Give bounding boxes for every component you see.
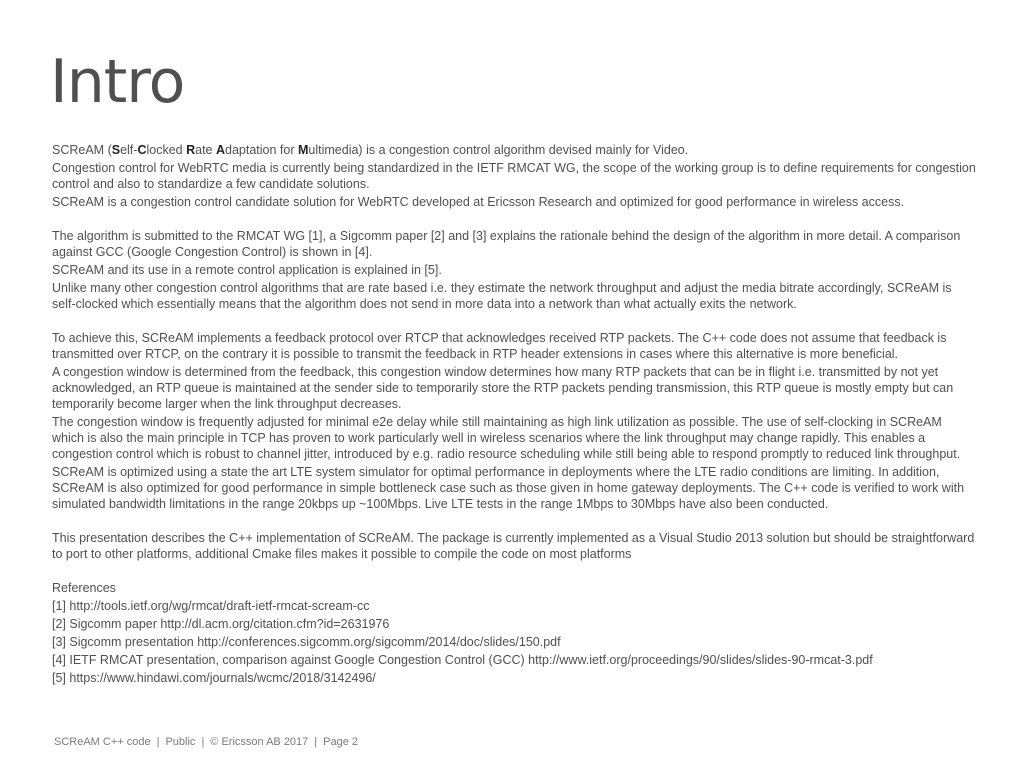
- intro-text-segment: daptation for: [225, 143, 298, 157]
- intro-text-segment: locked: [146, 143, 187, 157]
- paragraph-p7: To achieve this, SCReAM implements a feedback protocol over RTCP that acknowledges received RTP packets. The C++ code does not assume that feedback is transmitted over RTCP, on the contrary it is possible to transmit the feedback in RTP header extensions in cases where this alternative is more beneficial.: [52, 331, 947, 361]
- reference-ref3: [3] Sigcomm presentation http://conferences.sigcomm.org/sigcomm/2014/doc/slides/150.pdf: [52, 635, 561, 649]
- footer-classification: Public: [165, 736, 196, 748]
- intro-text-segment: elf-: [120, 143, 138, 157]
- acronym-letter: M: [297, 143, 309, 157]
- paragraph-p4: The algorithm is submitted to the RMCAT WG [1], a Sigcomm paper [2] and [3] explains the rationale behind the design of the algorithm in more detail. A comparison against GCC (Google Congestion Control) is shown in [4].: [52, 229, 961, 259]
- footer-copyright: © Ericsson AB 2017: [210, 736, 309, 748]
- reference-ref1: [1] http://tools.ietf.org/wg/rmcat/draft-ietf-rmcat-scream-cc: [52, 599, 370, 613]
- paragraph-p9: The congestion window is frequently adjusted for minimal e2e delay while still maintaining as high link utilization as possible. The use of self-clocking in SCReAM which is also the main principle in TCP has proven to work particularly well in wireless scenarios where the link throughput may change rapidly. This enables a congestion control which is robust to channel jitter, introduced by e.g. radio resource scheduling while still being able to respond promptly to reduced link throughput.: [52, 415, 961, 461]
- paragraph-list: [52, 160, 977, 686]
- footer-separator: |: [201, 736, 205, 748]
- intro-text-segment: SCReAM (: [52, 143, 112, 157]
- intro-paragraph: [52, 142, 977, 158]
- footer-separator: |: [314, 736, 318, 748]
- acronym-letter: A: [215, 143, 226, 157]
- acronym-letter: C: [137, 143, 147, 157]
- intro-text-segment: ate: [195, 143, 216, 157]
- reference-ref2: [2] Sigcomm paper http://dl.acm.org/citation.cfm?id=2631976: [52, 617, 390, 631]
- paragraph-p3: SCReAM is a congestion control candidate solution for WebRTC developed at Ericsson Research and optimized for good performance in wireless access.: [52, 195, 905, 209]
- footer-page-number: Page 2: [323, 736, 359, 748]
- footer-product: SCReAM C++ code: [54, 736, 151, 748]
- slide-title: Intro: [50, 47, 185, 117]
- paragraph-p11: This presentation describes the C++ implementation of SCReAM. The package is currently implemented as a Visual Studio 2013 solution but should be straightforward to port to other platforms, additional Cmake files makes it possible to compile the code on most platforms: [52, 531, 975, 561]
- footer-separator: |: [156, 736, 160, 748]
- paragraph-p8: A congestion window is determined from the feedback, this congestion window determines how many RTP packets that can be in flight i.e. transmitted by not yet acknowledged, an RTP queue is maintained at the sender side to temporarily store the RTP packets pending transmission, this RTP queue is mostly empty but can temporarily become larger when the link throughput decreases.: [52, 365, 954, 411]
- reference-ref5: [5] https://www.hindawi.com/journals/wcmc/2018/3142496/: [52, 671, 376, 685]
- paragraph-p10: SCReAM is optimized using a state the art LTE system simulator for optimal performance in deployments where the LTE radio conditions are limiting. In addition, SCReAM is also optimized for good performance in simple bottleneck case such as those given in home gateway deployments. The C++ code is verified to work with simulated bandwidth limitations in the range 20kbps up ~100Mbps. Live LTE tests in the range 1Mbps to 30Mbps have also been conducted.: [52, 465, 965, 511]
- reference-refs-heading: References: [52, 581, 116, 595]
- paragraph-p5: SCReAM and its use in a remote control application is explained in [5].: [52, 263, 442, 277]
- slide-footer: [54, 736, 358, 748]
- intro-text-segment: ultimedia) is a congestion control algorithm devised mainly for Video.: [308, 143, 689, 157]
- reference-ref4: [4] IETF RMCAT presentation, comparison against Google Congestion Control (GCC) http://www.ietf.org/proceedings/90/slides/slides-90-rmcat-3.pdf: [52, 653, 873, 667]
- slide-body: [52, 142, 977, 688]
- acronym-letter: S: [111, 143, 121, 157]
- paragraph-p2: Congestion control for WebRTC media is currently being standardized in the IETF RMCAT WG, the scope of the working group is to define requirements for congestion control and also to standardize a few candidate solutions.: [52, 161, 976, 191]
- paragraph-p6: Unlike many other congestion control algorithms that are rate based i.e. they estimate the network throughput and adjust the media bitrate accordingly, SCReAM is self-clocked which essentially means that the algorithm does not send in more data into a network than what actually exits the network.: [52, 281, 952, 311]
- acronym-letter: R: [186, 143, 196, 157]
